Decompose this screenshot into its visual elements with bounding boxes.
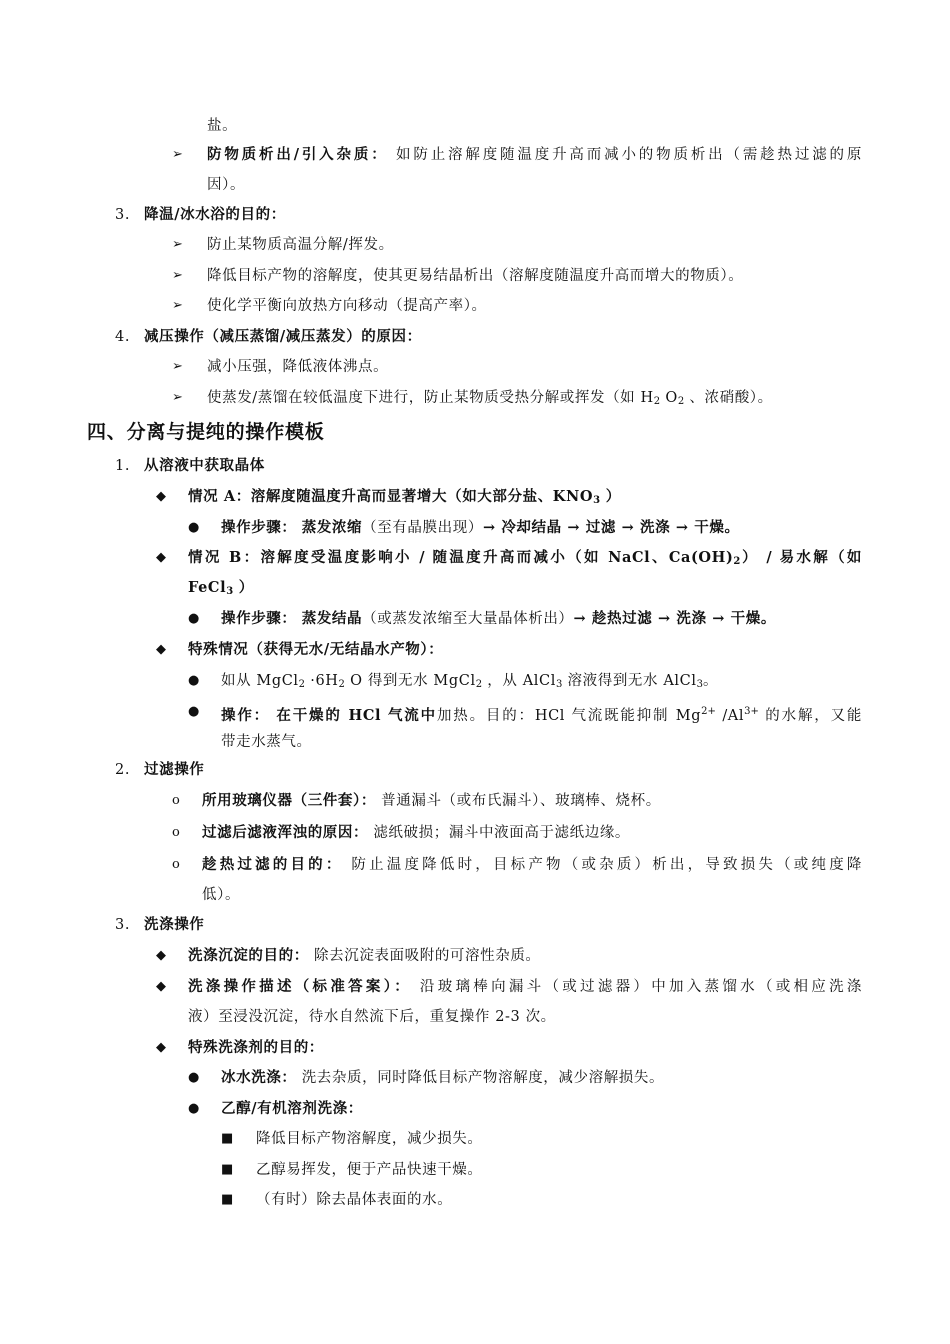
circle-bullet-icon: ● <box>188 1101 200 1116</box>
case-title <box>188 487 621 511</box>
text-run: 、浓硝酸）。 <box>684 390 773 406</box>
case-title: 特殊情况（获得无水/无结晶水产物）： <box>188 641 444 658</box>
circle-outline-bullet-icon: o <box>172 857 180 872</box>
item-text: 滤纸破损；漏斗中液面高于滤纸边缘。 <box>368 825 631 841</box>
superscript: 3+ <box>744 706 759 717</box>
diamond-bullet-icon: ◆ <box>156 642 166 657</box>
text-line: 低）。 <box>202 887 241 903</box>
subscript: 2 <box>733 556 741 567</box>
text-run: ，从 AlCl <box>482 673 556 689</box>
step-text: 蒸发结晶 <box>301 610 363 627</box>
item-label: 洗涤操作描述（标准答案）： <box>188 978 413 995</box>
text-line: 带走水蒸气。 <box>221 734 312 750</box>
circle-bullet-icon: ● <box>188 1070 200 1085</box>
step-line <box>221 671 718 695</box>
arrow-bullet-icon: ➢ <box>172 237 183 252</box>
subscript: 3 <box>555 679 563 690</box>
circle-bullet-icon: ● <box>188 704 200 719</box>
text-run: O 得到无水 MgCl <box>344 673 476 689</box>
diamond-bullet-icon: ◆ <box>156 489 166 504</box>
arrow-bullet-icon: ➢ <box>172 359 183 374</box>
text-run: ） <box>600 488 621 505</box>
arrow-bullet-icon: ➢ <box>172 268 183 283</box>
step-line <box>221 702 862 726</box>
step-text: 蒸发浓缩 <box>301 519 363 536</box>
text-run: 溶液得到无水 AlCl <box>562 673 697 689</box>
diamond-bullet-icon: ◆ <box>156 550 166 565</box>
text-run: ） <box>233 579 254 596</box>
item-text: 洗去杂质，同时降低目标产物溶解度，减少溶解损失。 <box>296 1070 665 1086</box>
item-text: 如防止溶解度随温度升高而减小的物质析出（需趁热过滤的原 <box>388 147 862 163</box>
case-title <box>188 548 862 572</box>
step-label: 操作步骤： <box>221 519 297 536</box>
list-item: 乙醇/有机溶剂洗涤： <box>221 1100 363 1117</box>
circle-outline-bullet-icon: o <box>172 793 180 808</box>
text-run: 情况 A：溶解度随温度升高而显著增大（如大部分盐、KNO <box>188 488 594 505</box>
text-run: /Al <box>715 708 745 724</box>
diamond-bullet-icon: ◆ <box>156 948 166 963</box>
step-note: （或蒸发浓缩至大量晶体析出） <box>362 611 574 627</box>
circle-bullet-icon: ● <box>188 673 200 688</box>
step-line <box>221 518 740 538</box>
square-bullet-icon: ■ <box>221 1162 234 1177</box>
subscript: 2 <box>298 679 306 690</box>
text-run: 的水解，又能 <box>758 708 863 724</box>
section-title: 洗涤操作 <box>144 916 205 933</box>
subscript: 2 <box>677 396 685 407</box>
list-item <box>202 823 630 843</box>
section-heading: 四、分离与提纯的操作模板 <box>87 421 325 443</box>
list-item: 乙醇易挥发，便于产品快速干燥。 <box>256 1162 483 1178</box>
text-run: ·6H <box>305 673 339 689</box>
section-title: 降温/冰水浴的目的： <box>144 206 286 223</box>
text-run: FeCl <box>188 579 227 596</box>
item-text: 普通漏斗（或布氏漏斗）、玻璃棒、烧杯。 <box>375 793 661 809</box>
section-title: 减压操作（减压蒸馏/减压蒸发）的原因： <box>144 328 422 345</box>
section-number: 3. <box>115 917 131 933</box>
list-item <box>202 791 661 811</box>
text-run: 。 <box>702 673 719 689</box>
text-run: 情况 B：溶解度受温度影响小 / 随温度升高而减小（如 NaCl、Ca(OH) <box>188 549 734 566</box>
item-label: 所用玻璃仪器（三件套）： <box>202 792 376 809</box>
list-item: 使化学平衡向放热方向移动（提高产率）。 <box>207 298 487 314</box>
arrow-bullet-icon: ➢ <box>172 147 183 162</box>
text-line: 盐。 <box>207 118 238 134</box>
diamond-bullet-icon: ◆ <box>156 979 166 994</box>
item-label: 趁热过滤的目的： <box>202 856 344 873</box>
text-run: 加热。目的：HCl 气流既能抑制 Mg <box>436 708 702 724</box>
list-item: 降低目标产物溶解度，减少损失。 <box>256 1131 483 1147</box>
section-number: 4. <box>115 329 131 345</box>
list-item <box>207 388 773 412</box>
superscript: 2+ <box>701 706 716 717</box>
subscript: 2 <box>653 396 661 407</box>
step-label: 操作： <box>221 707 270 724</box>
step-text: 在干燥的 HCl 气流中 <box>276 707 437 724</box>
step-text: → 冷却结晶 → 过滤 → 洗涤 → 干燥。 <box>482 519 740 536</box>
step-label: 操作步骤： <box>221 610 297 627</box>
item-label: 冰水洗涤： <box>221 1069 297 1086</box>
item-label: 过滤后滤液浑浊的原因： <box>202 824 369 841</box>
circle-bullet-icon: ● <box>188 611 200 626</box>
item-label: 洗涤沉淀的目的： <box>188 947 309 964</box>
text-line: 因）。 <box>207 177 246 193</box>
list-item <box>221 1068 664 1088</box>
section-number: 3. <box>115 207 131 223</box>
section-title: 过滤操作 <box>144 761 205 778</box>
subscript: 2 <box>475 679 483 690</box>
list-item: 降低目标产物的溶解度，使其更易结晶析出（溶解度随温度升高而增大的物质）。 <box>207 268 744 284</box>
square-bullet-icon: ■ <box>221 1131 234 1146</box>
subscript: 3 <box>593 495 601 506</box>
item-text: 沿玻璃棒向漏斗（或过滤器）中加入蒸馏水（或相应洗涤 <box>412 979 862 995</box>
text-run: 使蒸发/蒸馏在较低温度下进行，防止某物质受热分解或挥发（如 H <box>207 390 654 406</box>
subscript: 3 <box>226 586 234 597</box>
step-note: （至有晶膜出现） <box>362 520 483 536</box>
subscript: 3 <box>696 679 703 690</box>
circle-bullet-icon: ● <box>188 520 200 535</box>
circle-outline-bullet-icon: o <box>172 825 180 840</box>
arrow-bullet-icon: ➢ <box>172 390 183 405</box>
list-item <box>188 977 862 997</box>
diamond-bullet-icon: ◆ <box>156 1040 166 1055</box>
square-bullet-icon: ■ <box>221 1192 234 1207</box>
list-item <box>188 946 541 966</box>
item-text: 防止温度降低时，目标产物（或杂质）析出，导致损失（或纯度降 <box>343 857 862 873</box>
section-number: 2. <box>115 762 131 778</box>
section-number: 1. <box>115 458 131 474</box>
text-run: ） / 易水解（如 <box>740 549 862 566</box>
subscript: 2 <box>338 679 345 690</box>
list-item: 减小压强，降低液体沸点。 <box>207 359 389 375</box>
list-item <box>202 855 862 875</box>
list-item: 特殊洗涤剂的目的： <box>188 1039 324 1056</box>
section-title: 从溶液中获取晶体 <box>144 457 265 474</box>
list-item <box>207 145 862 165</box>
item-text: 除去沉淀表面吸附的可溶性杂质。 <box>308 948 541 964</box>
step-line <box>221 609 776 629</box>
text-run: O <box>660 390 678 406</box>
list-item: 防止某物质高温分解/挥发。 <box>207 237 394 253</box>
list-item: （有时）除去晶体表面的水。 <box>256 1192 453 1208</box>
step-text: → 趁热过滤 → 洗涤 → 干燥。 <box>573 610 776 627</box>
text-line: 液）至浸没沉淀，待水自然流下后，重复操作 2-3 次。 <box>188 1009 556 1025</box>
case-title-cont <box>188 578 254 602</box>
arrow-bullet-icon: ➢ <box>172 298 183 313</box>
item-label: 防物质析出/引入杂质： <box>207 146 389 163</box>
text-run: 如从 MgCl <box>221 673 299 689</box>
